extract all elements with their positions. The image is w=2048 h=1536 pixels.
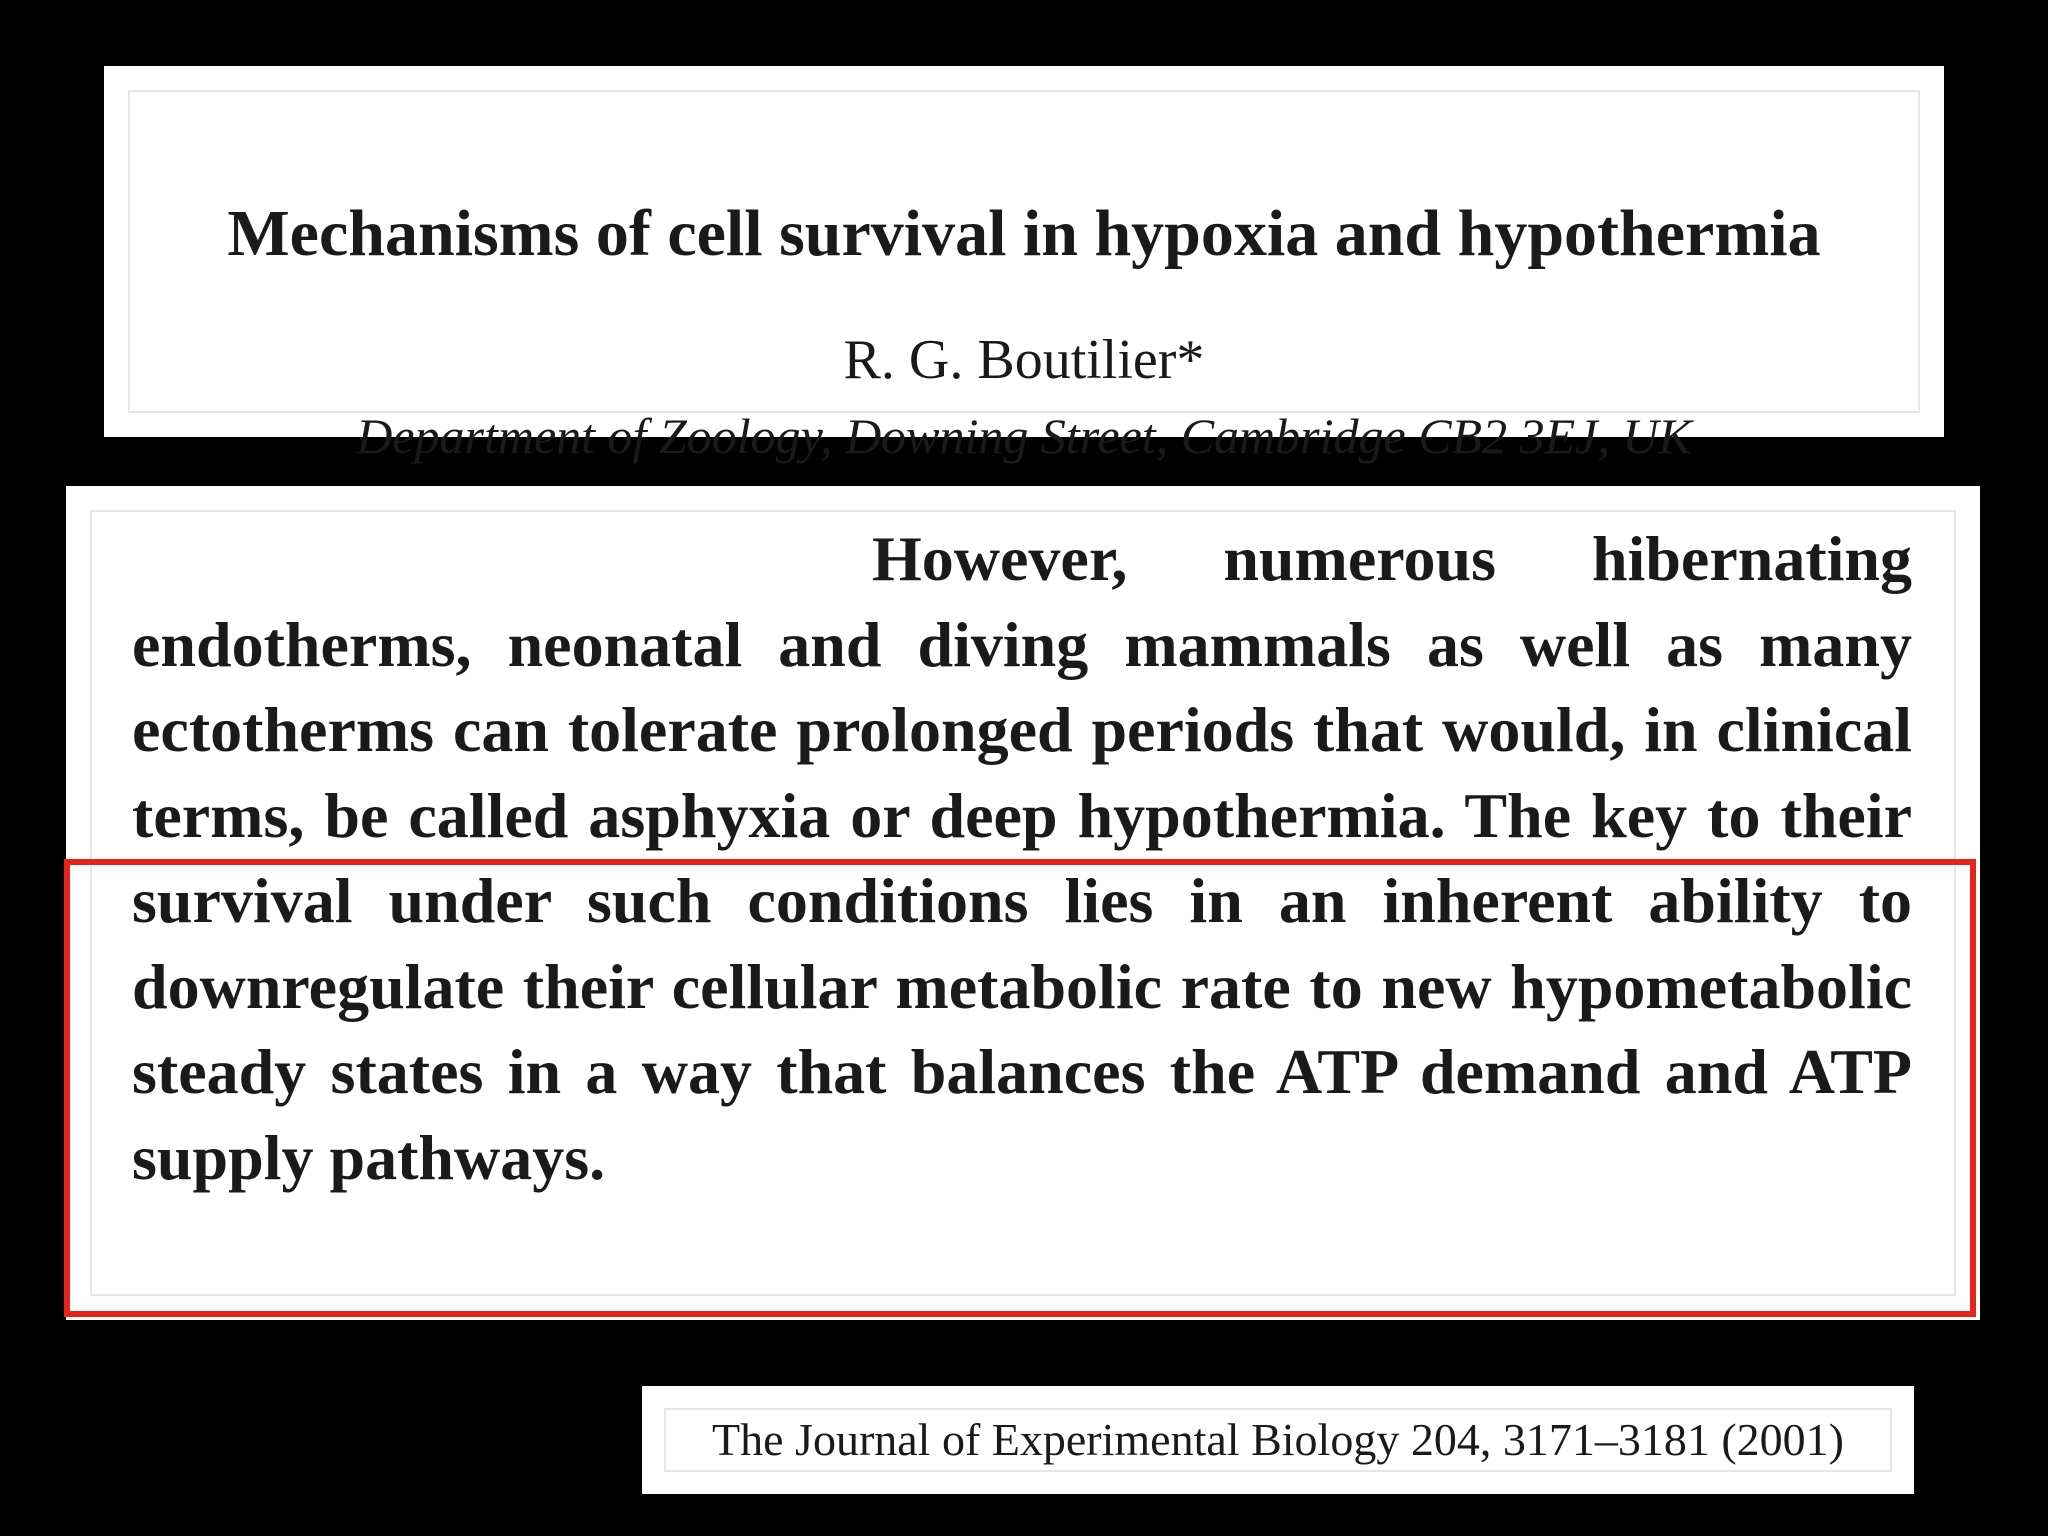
paper-title: Mechanisms of cell survival in hypoxia and hypothermia <box>227 197 1821 270</box>
author-affiliation: Department of Zoology, Downing Street, Cambridge CB2 3EJ, UK <box>356 408 1692 464</box>
citation-card <box>642 1386 1914 1494</box>
journal-citation: The Journal of Experimental Biology 204, 3171–3181 (2001) <box>712 1414 1844 1465</box>
paper-author: R. G. Boutilier* <box>843 329 1205 391</box>
excerpt-text-block <box>132 516 1912 1200</box>
paper-header-card <box>104 66 1944 464</box>
excerpt-text: However, numerous hibernating endotherms, neonatal and diving mammals as well as many ectotherms can tolerate prolonged periods that would, in clinical terms, be called asphyxia or deep hypothermia. The key to their survival under such conditions lies in an inherent ability to downregulate their cellular metabolic rate to new hypometabolic steady states in a way that balances the ATP demand and ATP supply pathways. <box>132 523 1912 1193</box>
